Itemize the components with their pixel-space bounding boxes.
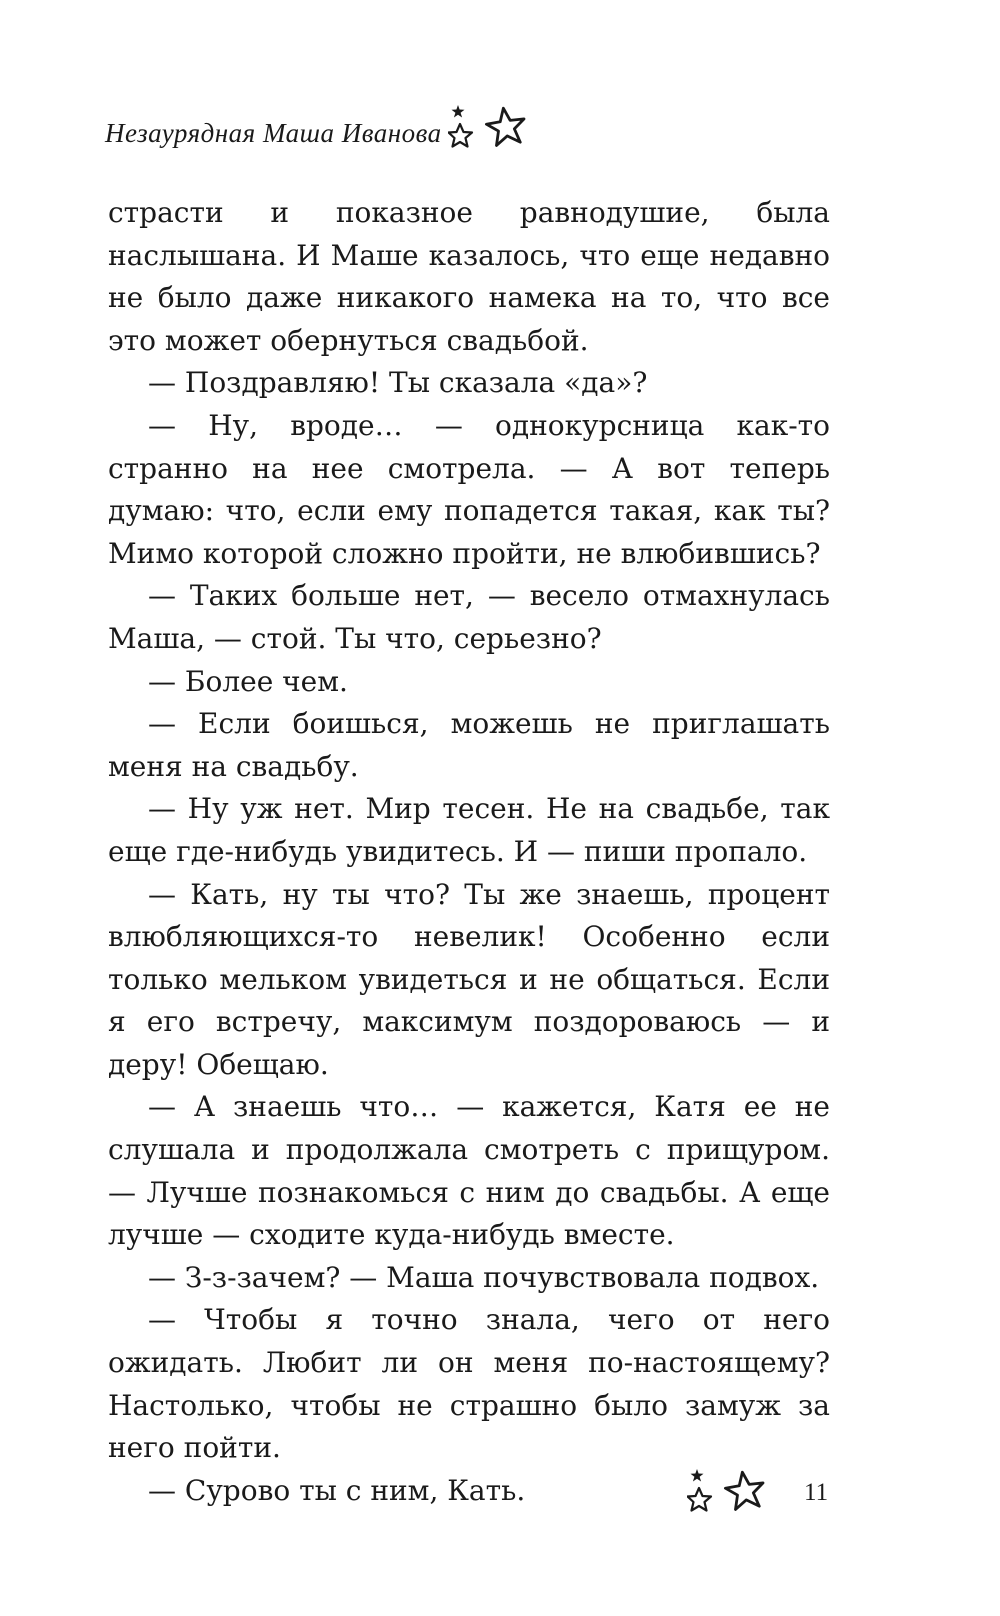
page-number: 11 xyxy=(804,1479,829,1506)
body-text xyxy=(108,192,830,1512)
paragraph: — З-з-зачем? — Маша почувствовала подвох. xyxy=(148,1260,820,1294)
paragraph: — Ну уж нет. Мир тесен. Не на свадьбе, так еще где-нибудь увидитесь. И — пиши пропало. xyxy=(108,792,830,868)
paragraph: — Таких больше нет, — весело отмахнулась Маша, — стой. Ты что, серьезно? xyxy=(108,579,830,655)
paragraph: страсти и показное равнодушие, была наслышана. И Маше казалось, что еще недавно не было даже никакого намека на то, что все это может обернуться свадьбой. xyxy=(108,196,830,357)
stars-ornament-icon xyxy=(448,102,538,164)
paragraph: — Ну, вроде… — однокурсница как-то странно на нее смотрела. — А вот теперь думаю: что, если ему попадется такая, как ты? Мимо которой сложно пройти, не влюбившись? xyxy=(108,408,830,570)
paragraph: — Более чем. xyxy=(148,664,348,698)
paragraph: — Поздравляю! Ты сказала «да»? xyxy=(148,366,648,400)
stars-ornament-icon xyxy=(687,1466,777,1528)
running-head: Незаурядная Маша Иванова xyxy=(105,118,442,148)
paragraph: — Если боишься, можешь не приглашать меня на свадьбу. xyxy=(108,707,830,783)
paragraph: — Кать, ну ты что? Ты же знаешь, процент влюбляющихся-то невелик! Особенно если только мельком увидеться и не общаться. Если я его встречу, максимум поздороваюсь — и деру! Обещаю. xyxy=(108,877,830,1081)
paragraph: — Чтобы я точно знала, чего от него ожидать. Любит ли он меня по-настоящему? Настолько, чтобы не страшно было замуж за него пойти. xyxy=(108,1303,830,1465)
paragraph: — А знаешь что… — кажется, Катя ее не слушала и продолжала смотреть с прищуром. — Лучше познакомься с ним до свадьбы. А еще лучше — сходите куда-нибудь вместе. xyxy=(108,1090,830,1252)
paragraph: — Сурово ты с ним, Кать. xyxy=(148,1473,526,1507)
